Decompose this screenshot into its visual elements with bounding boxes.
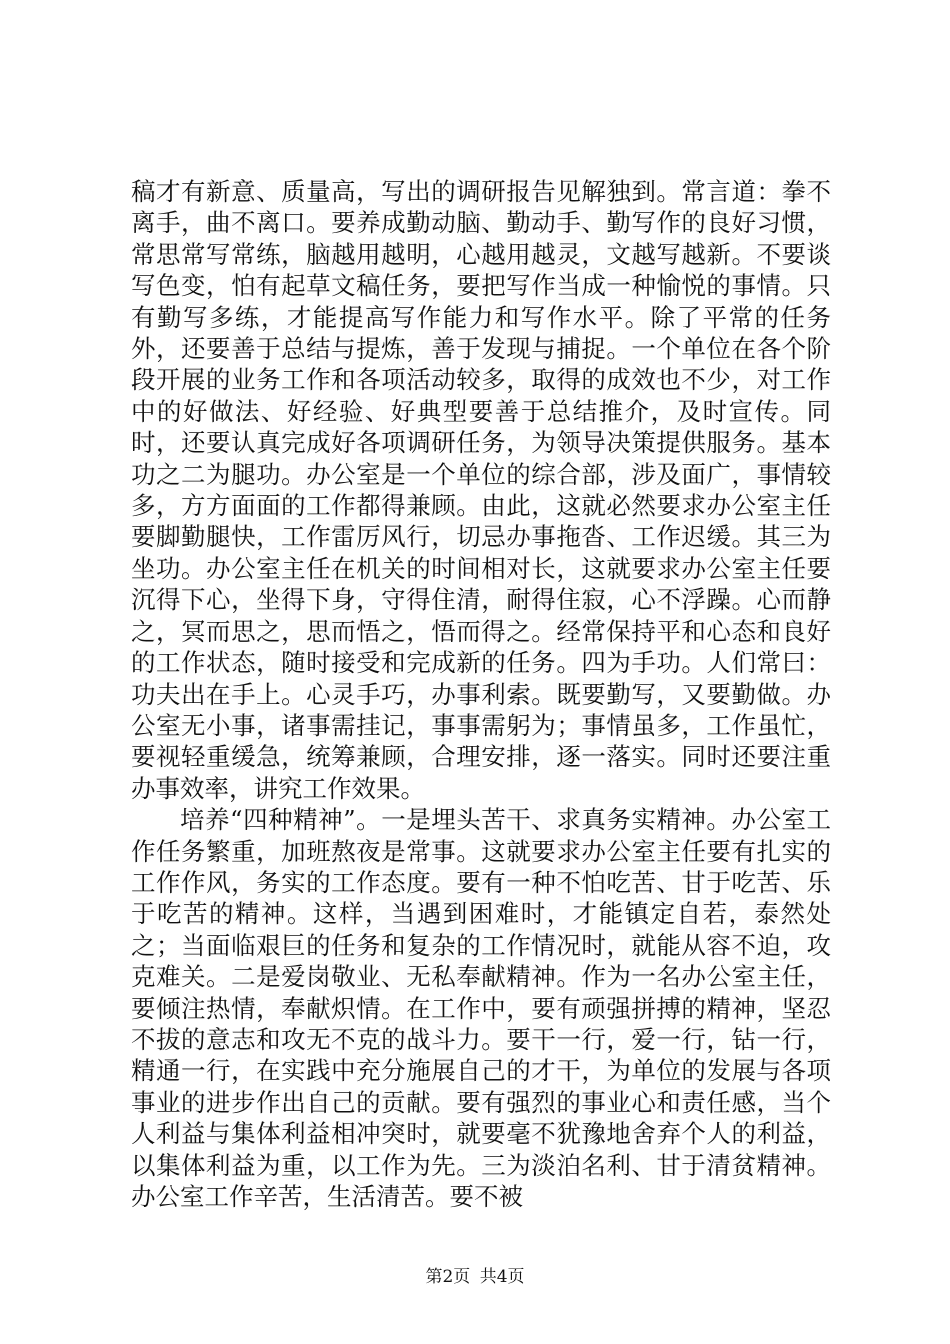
paragraph-four-spirits: 培养“四种精神”。一是埋头苦干、求真务实精神。办公室工作任务繁重，加班熬夜是常事。这就要求办公室主任要有扎实的工作作风，务实的工作态度。要有一种不怕吃苦、甘于吃苦、乐于吃苦的精神。这样，当遇到困难时，才能镇定自若，泰然处之；当面临艰巨的任务和复杂的工作情况时，就能从容不迫，攻克难关。二是爱岗敬业、无私奉献精神。作为一名办公室主任，要倾注热情，奉献炽情。在工作中，要有顽强拼搏的精神，坚忍不拔的意志和攻无不克的战斗力。要干一行，爱一行，钻一行，精通一行，在实践中充分施展自己的才干，为单位的发展与各项事业的进步作出自己的贡献。要有强烈的事业心和责任感，当个人利益与集体利益相冲突时，就要毫不犹豫地舍弃个人的利益，以集体利益为重，以工作为先。三为淡泊名利、甘于清贫精神。办公室工作辛苦，生活清苦。要不被 <box>131 805 831 1211</box>
page-footer <box>0 1266 950 1288</box>
page-number: 第2页 <box>425 1267 471 1287</box>
paragraph-continuation: 稿才有新意、质量高，写出的调研报告见解独到。常言道：拳不离手，曲不离口。要养成勤动脑、勤动手、勤写作的良好习惯，常思常写常练，脑越用越明，心越用越灵，文越写越新。不要谈写色变，怕有起草文稿任务，要把写作当成一种愉悦的事情。只有勤写多练，才能提高写作能力和写作水平。除了平常的任务外，还要善于总结与提炼，善于发现与捕捉。一个单位在各个阶段开展的业务工作和各项活动较多，取得的成效也不少，对工作中的好做法、好经验、好典型要善于总结推介，及时宣传。同时，还要认真完成好各项调研任务，为领导决策提供服务。基本功之二为腿功。办公室是一个单位的综合部，涉及面广，事情较多，方方面面的工作都得兼顾。由此，这就必然要求办公室主任要脚勤腿快，工作雷厉风行，切忌办事拖沓、工作迟缓。其三为坐功。办公室主任在机关的时间相对长，这就要求办公室主任要沉得下心，坐得下身，守得住清，耐得住寂，心不浮躁。心而静之，冥而思之，思而悟之，悟而得之。经常保持平和心态和良好的工作状态，随时接受和完成新的任务。四为手功。人们常曰：功夫出在手上。心灵手巧，办事利索。既要勤写，又要勤做。办公室无小事，诸事需挂记，事事需躬为；事情虽多，工作虽忙，要视轻重缓急，统筹兼顾，合理安排，逐一落实。同时还要注重办事效率，讲究工作效果。 <box>131 177 831 803</box>
document-body <box>131 176 831 1212</box>
page-total: 共4页 <box>479 1267 525 1287</box>
